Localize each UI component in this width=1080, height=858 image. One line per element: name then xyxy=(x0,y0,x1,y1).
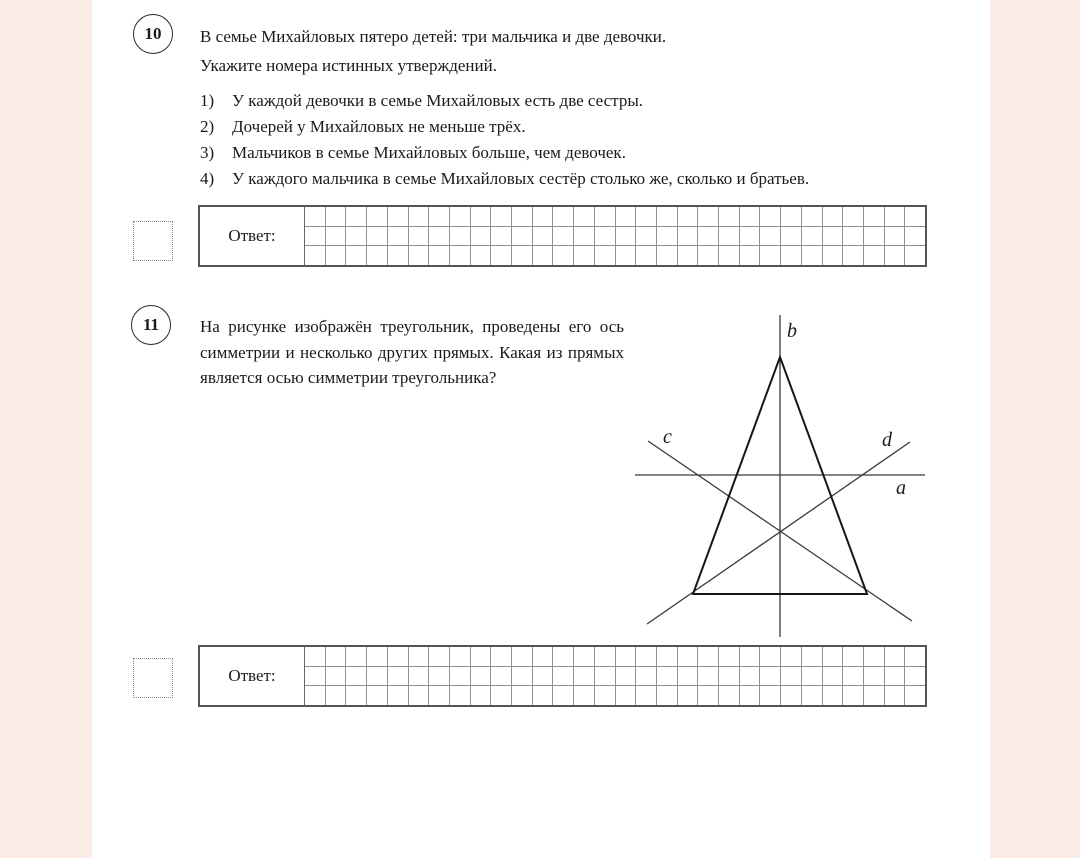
answer-cell xyxy=(760,686,780,705)
answer-cell xyxy=(471,227,491,246)
answer-cell xyxy=(905,227,925,246)
answer-cell xyxy=(533,207,553,226)
answer-cell xyxy=(802,647,822,666)
answer-cell xyxy=(616,246,636,265)
answer-cell xyxy=(595,227,615,246)
answer-cell xyxy=(698,246,718,265)
option-3-text: Мальчиков в семье Михайловых больше, чем девочек. xyxy=(232,143,626,162)
answer-cell xyxy=(678,647,698,666)
answer-cell xyxy=(305,667,325,686)
answer-cell xyxy=(595,207,615,226)
answer-cell xyxy=(512,686,532,705)
answer-cell xyxy=(740,647,760,666)
problem-10-number-badge xyxy=(133,14,173,54)
answer-cell xyxy=(491,686,511,705)
answer-cell xyxy=(512,246,532,265)
answer-cell xyxy=(553,207,573,226)
answer-cell xyxy=(367,686,387,705)
answer-cell xyxy=(471,207,491,226)
answer-cell xyxy=(636,227,656,246)
answer-cell xyxy=(595,246,615,265)
answer-cell xyxy=(823,667,843,686)
answer-cell xyxy=(533,246,553,265)
answer-cell xyxy=(905,667,925,686)
answer-cell xyxy=(719,647,739,666)
answer-cell xyxy=(553,227,573,246)
answer-cell xyxy=(740,246,760,265)
problem-10-statement-line-1: В семье Михайловых пятеро детей: три мальчика и две девочки. xyxy=(200,27,667,46)
answer-cell xyxy=(719,246,739,265)
answer-cell xyxy=(885,686,905,705)
answer-cell xyxy=(491,207,511,226)
answer-cell xyxy=(450,686,470,705)
answer-cell xyxy=(802,246,822,265)
option-4-number: 4) xyxy=(200,169,215,188)
answer-cell xyxy=(698,207,718,226)
answer-cell xyxy=(533,686,553,705)
problem-11-answer-grid xyxy=(305,647,925,705)
answer-cell xyxy=(823,207,843,226)
answer-cell xyxy=(367,667,387,686)
answer-cell xyxy=(740,207,760,226)
answer-cell xyxy=(864,647,884,666)
answer-cell xyxy=(843,207,863,226)
answer-cell xyxy=(512,647,532,666)
problem-11-answer-label-cell xyxy=(200,647,305,705)
answer-cell xyxy=(698,227,718,246)
answer-cell xyxy=(574,207,594,226)
answer-cell xyxy=(409,227,429,246)
answer-cell xyxy=(326,207,346,226)
answer-cell xyxy=(450,667,470,686)
answer-cell xyxy=(471,647,491,666)
answer-cell xyxy=(553,647,573,666)
answer-cell xyxy=(885,246,905,265)
option-2-number: 2) xyxy=(200,117,215,136)
answer-cell xyxy=(760,246,780,265)
answer-cell xyxy=(885,227,905,246)
answer-cell xyxy=(595,647,615,666)
answer-cell xyxy=(616,227,636,246)
answer-cell xyxy=(450,246,470,265)
answer-cell xyxy=(678,207,698,226)
answer-cell xyxy=(553,667,573,686)
problem-10-option-4 xyxy=(200,169,809,189)
answer-cell xyxy=(346,667,366,686)
problem-10-statement-line-2: Укажите номера истинных утверждений. xyxy=(200,56,497,75)
answer-cell xyxy=(905,207,925,226)
problem-11-statement: На рисунке изображён треугольник, проведены его ось симметрии и несколько других прямых. Какая из прямых является осью симметрии треугольника? xyxy=(200,317,624,388)
answer-cell xyxy=(388,667,408,686)
answer-cell xyxy=(760,647,780,666)
problem-11-answer-box xyxy=(198,645,927,707)
line-d xyxy=(647,442,910,624)
answer-cell xyxy=(698,667,718,686)
answer-cell xyxy=(491,227,511,246)
answer-cell xyxy=(616,686,636,705)
answer-cell xyxy=(491,647,511,666)
answer-cell xyxy=(636,686,656,705)
answer-cell xyxy=(346,207,366,226)
worksheet-page xyxy=(92,0,990,858)
answer-cell xyxy=(885,647,905,666)
answer-cell xyxy=(905,246,925,265)
option-4-text: У каждого мальчика в семье Михайловых сестёр столько же, сколько и братьев. xyxy=(232,169,810,188)
answer-cell xyxy=(512,227,532,246)
label-a: a xyxy=(896,477,906,499)
answer-cell xyxy=(843,647,863,666)
answer-cell xyxy=(595,686,615,705)
answer-cell xyxy=(574,227,594,246)
answer-cell xyxy=(657,227,677,246)
answer-cell xyxy=(326,686,346,705)
answer-label: Ответ: xyxy=(228,666,276,685)
answer-cell xyxy=(409,647,429,666)
answer-cell xyxy=(305,207,325,226)
answer-cell xyxy=(636,647,656,666)
answer-cell xyxy=(802,667,822,686)
option-3-number: 3) xyxy=(200,143,215,162)
answer-cell xyxy=(781,667,801,686)
answer-cell xyxy=(885,667,905,686)
answer-cell xyxy=(429,647,449,666)
answer-cell xyxy=(719,686,739,705)
answer-cell xyxy=(305,647,325,666)
answer-cell xyxy=(719,227,739,246)
answer-cell xyxy=(802,227,822,246)
answer-cell xyxy=(823,246,843,265)
answer-cell xyxy=(429,227,449,246)
answer-cell xyxy=(740,227,760,246)
answer-cell xyxy=(574,686,594,705)
answer-cell xyxy=(367,227,387,246)
answer-cell xyxy=(698,647,718,666)
answer-cell xyxy=(864,227,884,246)
answer-cell xyxy=(760,227,780,246)
answer-cell xyxy=(843,686,863,705)
answer-cell xyxy=(636,246,656,265)
answer-cell xyxy=(843,227,863,246)
answer-cell xyxy=(657,246,677,265)
answer-cell xyxy=(409,667,429,686)
answer-cell xyxy=(512,207,532,226)
answer-cell xyxy=(471,667,491,686)
answer-cell xyxy=(636,667,656,686)
answer-cell xyxy=(533,227,553,246)
answer-cell xyxy=(657,667,677,686)
problem-11-score-box xyxy=(133,658,173,698)
answer-cell xyxy=(802,207,822,226)
answer-cell xyxy=(346,686,366,705)
answer-cell xyxy=(843,246,863,265)
answer-cell xyxy=(657,686,677,705)
answer-cell xyxy=(781,647,801,666)
problem-10-option-2 xyxy=(200,117,526,137)
answer-cell xyxy=(388,227,408,246)
problem-10-number: 10 xyxy=(144,24,162,43)
answer-cell xyxy=(574,246,594,265)
answer-cell xyxy=(326,246,346,265)
problem-10-answer-grid xyxy=(305,207,925,265)
answer-cell xyxy=(450,207,470,226)
answer-cell xyxy=(429,686,449,705)
answer-cell xyxy=(719,667,739,686)
label-c: c xyxy=(663,426,672,448)
answer-cell xyxy=(802,686,822,705)
answer-cell xyxy=(843,667,863,686)
answer-cell xyxy=(781,686,801,705)
answer-cell xyxy=(409,246,429,265)
problem-10-answer-box xyxy=(198,205,927,267)
answer-cell xyxy=(367,647,387,666)
answer-cell xyxy=(305,246,325,265)
answer-cell xyxy=(678,246,698,265)
answer-cell xyxy=(450,227,470,246)
answer-cell xyxy=(678,686,698,705)
answer-cell xyxy=(885,207,905,226)
answer-cell xyxy=(471,686,491,705)
problem-11-number-badge xyxy=(131,305,171,345)
answer-cell xyxy=(678,667,698,686)
answer-cell xyxy=(616,647,636,666)
answer-cell xyxy=(553,246,573,265)
answer-cell xyxy=(388,647,408,666)
answer-cell xyxy=(823,686,843,705)
answer-cell xyxy=(491,667,511,686)
problem-10-answer-label-cell xyxy=(200,207,305,265)
answer-cell xyxy=(823,647,843,666)
answer-cell xyxy=(823,227,843,246)
answer-cell xyxy=(429,667,449,686)
answer-cell xyxy=(864,667,884,686)
option-2-text: Дочерей у Михайловых не меньше трёх. xyxy=(232,117,526,136)
problem-10-option-3 xyxy=(200,143,626,163)
problem-10-score-box xyxy=(133,221,173,261)
problem-10-option-1 xyxy=(200,91,643,111)
answer-cell xyxy=(326,227,346,246)
answer-cell xyxy=(574,647,594,666)
label-d: d xyxy=(882,429,892,451)
answer-cell xyxy=(616,667,636,686)
answer-cell xyxy=(657,647,677,666)
answer-cell xyxy=(781,227,801,246)
answer-cell xyxy=(740,667,760,686)
answer-cell xyxy=(533,647,553,666)
option-1-text: У каждой девочки в семье Михайловых есть две сестры. xyxy=(232,91,643,110)
answer-cell xyxy=(346,227,366,246)
answer-cell xyxy=(740,686,760,705)
answer-cell xyxy=(760,667,780,686)
answer-cell xyxy=(388,246,408,265)
answer-cell xyxy=(409,686,429,705)
answer-cell xyxy=(864,246,884,265)
answer-cell xyxy=(346,246,366,265)
problem-11-number: 11 xyxy=(142,315,160,334)
answer-cell xyxy=(326,667,346,686)
symmetry-figure xyxy=(600,300,960,645)
answer-cell xyxy=(781,246,801,265)
answer-cell xyxy=(864,207,884,226)
answer-cell xyxy=(450,647,470,666)
answer-cell xyxy=(719,207,739,226)
answer-cell xyxy=(698,686,718,705)
option-1-number: 1) xyxy=(200,91,215,110)
answer-label: Ответ: xyxy=(228,226,276,245)
answer-cell xyxy=(429,246,449,265)
answer-cell xyxy=(409,207,429,226)
label-b: b xyxy=(787,320,797,342)
answer-cell xyxy=(760,207,780,226)
answer-cell xyxy=(678,227,698,246)
answer-cell xyxy=(367,207,387,226)
answer-cell xyxy=(367,246,387,265)
answer-cell xyxy=(657,207,677,226)
answer-cell xyxy=(326,647,346,666)
answer-cell xyxy=(905,686,925,705)
answer-cell xyxy=(346,647,366,666)
answer-cell xyxy=(595,667,615,686)
answer-cell xyxy=(512,667,532,686)
answer-cell xyxy=(574,667,594,686)
answer-cell xyxy=(905,647,925,666)
answer-cell xyxy=(636,207,656,226)
answer-cell xyxy=(471,246,491,265)
answer-cell xyxy=(388,686,408,705)
answer-cell xyxy=(388,207,408,226)
answer-cell xyxy=(491,246,511,265)
answer-cell xyxy=(305,227,325,246)
answer-cell xyxy=(429,207,449,226)
answer-cell xyxy=(781,207,801,226)
answer-cell xyxy=(553,686,573,705)
answer-cell xyxy=(616,207,636,226)
answer-cell xyxy=(864,686,884,705)
answer-cell xyxy=(533,667,553,686)
answer-cell xyxy=(305,686,325,705)
